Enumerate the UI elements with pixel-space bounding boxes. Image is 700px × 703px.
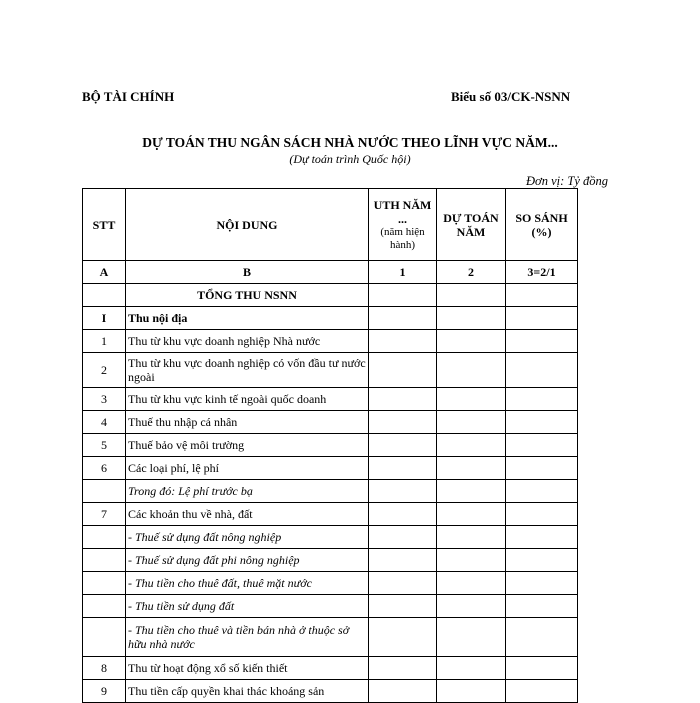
code-1: 1: [369, 261, 437, 284]
row-content: Các khoản thu về nhà, đất: [126, 503, 369, 526]
table-row: [83, 526, 578, 549]
revenue-table: [82, 188, 578, 703]
table-row: [83, 330, 578, 353]
row-stt: 7: [83, 503, 126, 526]
code-a: A: [83, 261, 126, 284]
table-row: [83, 549, 578, 572]
row-stt: 3: [83, 388, 126, 411]
row-stt: [83, 572, 126, 595]
table-row: [83, 657, 578, 680]
row-content: TỔNG THU NSNN: [126, 284, 369, 307]
row-stt: 9: [83, 680, 126, 703]
header-compare: SO SÁNH (%): [506, 189, 578, 261]
ministry-name: BỘ TÀI CHÍNH: [82, 89, 175, 104]
header-uth-line1: UTH NĂM: [373, 197, 432, 212]
table-row: [83, 411, 578, 434]
row-stt: 4: [83, 411, 126, 434]
row-stt: 5: [83, 434, 126, 457]
row-stt: [83, 480, 126, 503]
row-stt: 2: [83, 353, 126, 388]
header-uth-line3: (năm hiện hành): [380, 225, 425, 251]
header-content: NỘI DUNG: [126, 189, 369, 261]
row-content: Thu nội địa: [126, 307, 369, 330]
row-content: - Thu tiền sử dụng đất: [126, 595, 369, 618]
document-title: DỰ TOÁN THU NGÂN SÁCH NHÀ NƯỚC THEO LĨNH VỰC NĂM...: [142, 135, 558, 150]
code-b: B: [126, 261, 369, 284]
row-content: Trong đó: Lệ phí trước bạ: [126, 480, 369, 503]
code-row: [83, 261, 578, 284]
table-row: [83, 595, 578, 618]
row-stt: [83, 618, 126, 657]
row-content: Thuế thu nhập cá nhân: [126, 411, 369, 434]
form-number: Biểu số 03/CK-NSNN: [451, 89, 571, 104]
table-row: [83, 618, 578, 657]
row-content: Thu tiền cấp quyền khai thác khoáng sản: [126, 680, 369, 703]
row-stt: 6: [83, 457, 126, 480]
row-stt: 1: [83, 330, 126, 353]
row-content: - Thu tiền cho thuê và tiền bán nhà ở thuộc sở hữu nhà nước: [126, 618, 369, 657]
row-stt: [83, 595, 126, 618]
row-content: Thu từ hoạt động xổ số kiến thiết: [126, 657, 369, 680]
table-row: [83, 680, 578, 703]
table-row: [83, 572, 578, 595]
row-stt: [83, 549, 126, 572]
row-content: Thu từ khu vực kinh tế ngoài quốc doanh: [126, 388, 369, 411]
header-stt: STT: [83, 189, 126, 261]
table-row: [83, 353, 578, 388]
row-content: Các loại phí, lệ phí: [126, 457, 369, 480]
code-3: 3=2/1: [506, 261, 578, 284]
table-row: [83, 307, 578, 330]
code-2: 2: [437, 261, 506, 284]
table-row: [83, 388, 578, 411]
table-row: [83, 503, 578, 526]
row-stt: I: [83, 307, 126, 330]
row-content: Thuế bảo vệ môi trường: [126, 434, 369, 457]
table-row: [83, 434, 578, 457]
row-stt: 8: [83, 657, 126, 680]
table-row: [83, 457, 578, 480]
row-content: Thu từ khu vực doanh nghiệp Nhà nước: [126, 330, 369, 353]
row-stt: [83, 526, 126, 549]
row-content: - Thuế sử dụng đất phi nông nghiệp: [126, 549, 369, 572]
row-content: Thu từ khu vực doanh nghiệp có vốn đầu tư nước ngoài: [126, 353, 369, 388]
header-estimate: DỰ TOÁN NĂM: [437, 189, 506, 261]
table-row: [83, 480, 578, 503]
header-uth-line2: ...: [398, 211, 407, 226]
table-row: [83, 284, 578, 307]
table-header-row: [83, 189, 578, 261]
row-stt: [83, 284, 126, 307]
row-content: - Thu tiền cho thuê đất, thuê mặt nước: [126, 572, 369, 595]
unit-label: Đơn vị: Tỷ đồng: [526, 174, 609, 188]
header-uth: [369, 189, 437, 261]
row-content: - Thuế sử dụng đất nông nghiệp: [126, 526, 369, 549]
document-subtitle: (Dự toán trình Quốc hội): [289, 152, 411, 166]
